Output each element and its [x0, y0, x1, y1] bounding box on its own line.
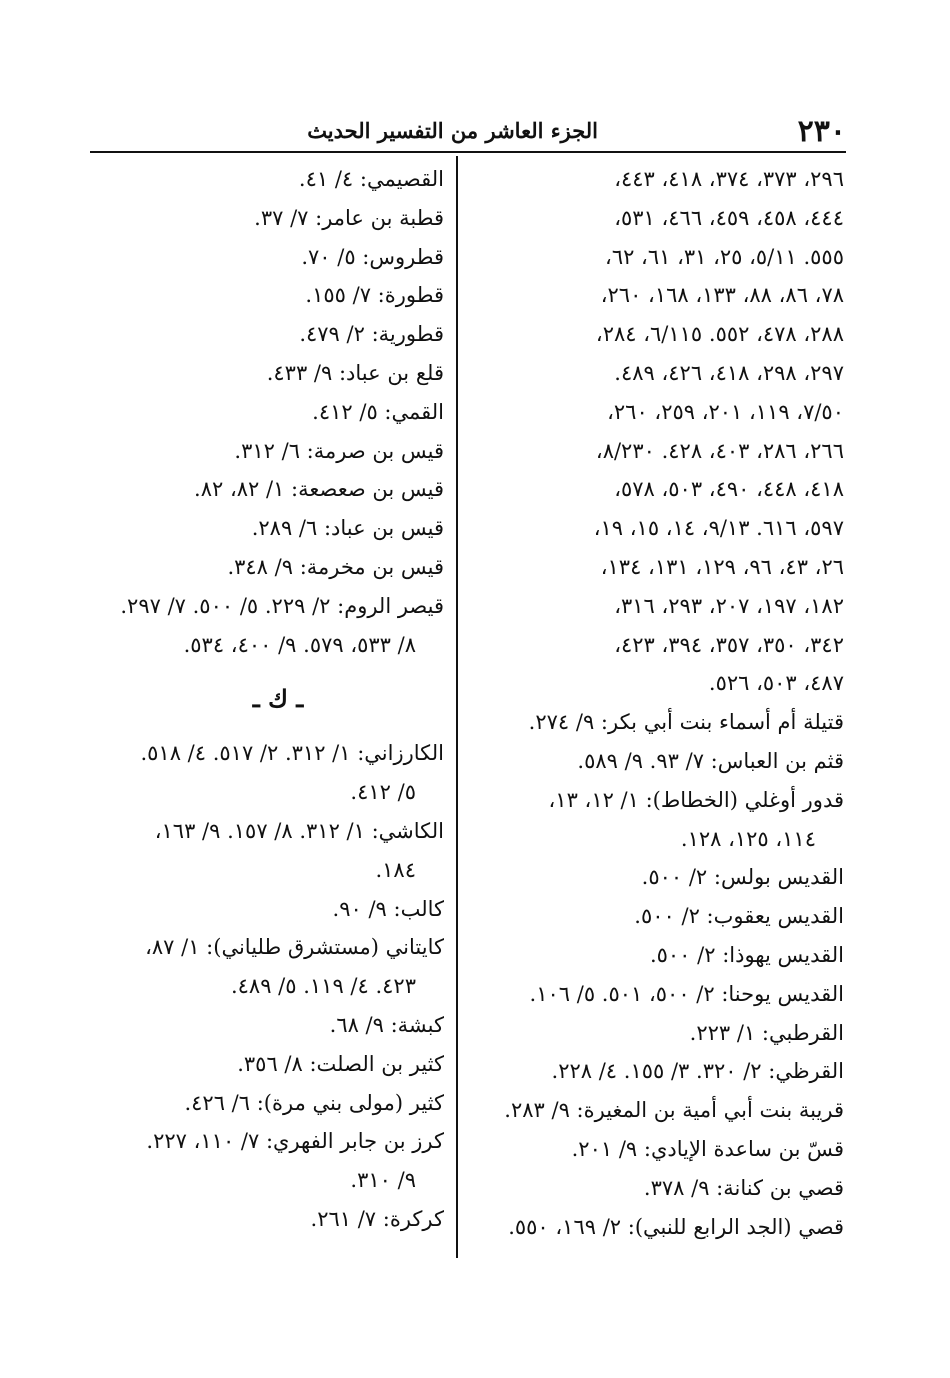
index-entry: قيس بن عباد: ٦/ ٢٨٩. [251, 516, 444, 541]
index-entry: قطورية: ٢/ ٤٧٩. [299, 322, 444, 347]
header-rule [90, 151, 846, 153]
index-entry: قصي بن كنانة: ٩/ ٣٧٨. [643, 1175, 844, 1200]
page-ref-line: ٥٩٧، ٦١٦. ٩/١٣، ١٤، ١٥، ١٩، [593, 516, 844, 541]
page-ref-line: ٢٩٦، ٣٧٣، ٣٧٤، ٤١٨، ٤٤٣، [614, 167, 844, 191]
left-column [72, 160, 444, 1239]
index-entry: قيس بن صرمة: ٦/ ٣١٢. [234, 438, 444, 463]
index-entry: القصيمي: ٤/ ٤١. [298, 167, 444, 191]
index-entry: كرز بن جابر الفهري: ٧/ ١١٠، ٢٢٧. [146, 1129, 444, 1154]
index-entry: الكارزاني: ١/ ٣١٢. ٢/ ٥١٧. ٤/ ٥١٨. [140, 741, 444, 766]
index-entry: كبشة: ٩/ ٦٨. [329, 1012, 444, 1037]
index-entry: قطبة بن عامر: ٧/ ٣٧. [254, 205, 444, 230]
page-ref-line: ٤٤٤، ٤٥٨، ٤٥٩، ٤٦٦، ٥٣١، [614, 205, 844, 230]
column-divider [456, 156, 458, 1258]
index-entry: قسّ بن ساعدة الإيادي: ٩/ ٢٠١. [571, 1136, 844, 1161]
index-entry: كثير بن الصلت: ٨/ ٣٥٦. [237, 1051, 444, 1076]
running-title: الجزء العاشر من التفسير الحديث [307, 118, 598, 143]
right-column [474, 160, 844, 1246]
index-entry: القمي: ٥/ ٤١٢. [312, 399, 444, 424]
index-entry: قثم بن العباس: ٧/ ٩٣. ٩/ ٥٨٩. [577, 748, 844, 773]
index-entry: كايتاني (مستشرق طلياني): ١/ ٨٧، [145, 935, 444, 960]
index-entry-continuation: ٩/ ٣١٠. [350, 1168, 416, 1193]
section-heading-kaf: ـ ك ـ [252, 684, 304, 714]
index-entry: قلع بن عباد: ٩/ ٤٣٣. [266, 360, 444, 385]
index-entry-continuation: ٨/ ٥٣٣، ٥٧٩. ٩/ ٤٠٠، ٥٣٤. [183, 632, 416, 657]
page-ref-line: ٣٤٢، ٣٥٠، ٣٥٧، ٣٩٤، ٤٢٣، [614, 632, 844, 657]
index-entry: القديس يعقوب: ٢/ ٥٠٠. [634, 904, 844, 929]
page-ref-line: ٧٨، ٨٦، ٨٨، ١٣٣، ١٦٨، ٢٦٠، [600, 283, 844, 308]
page-ref-line: ٢٦، ٤٣، ٩٦، ١٢٩، ١٣١، ١٣٤، [600, 554, 844, 579]
page-ref-line: ٤١٨، ٤٤٨، ٤٩٠، ٥٠٣، ٥٧٨، [614, 477, 844, 502]
page-ref-line: ٤٨٧، ٥٠٣، ٥٢٦. [708, 671, 844, 696]
page-ref-line: ٢٦٦، ٢٨٦، ٤٠٣، ٤٢٨. ٨/٢٣٠، [595, 438, 844, 463]
index-entry-continuation: ١١٤، ١٢٥، ١٢٨. [680, 826, 816, 851]
index-entry: كالب: ٩/ ٩٠. [332, 896, 444, 921]
index-entry: القرظي: ٢/ ٣٢٠. ٣/ ١٥٥. ٤/ ٢٢٨. [551, 1059, 844, 1084]
index-entry: القديس بولس: ٢/ ٥٠٠. [641, 865, 844, 890]
page-ref-line: ٧/٥٠، ١١٩، ٢٠١، ٢٥٩، ٢٦٠، [607, 399, 844, 424]
page-header [92, 112, 846, 152]
page-number: ٢٣٠ [797, 114, 846, 149]
index-entry: قدور أوغلي (الخطاط): ١/ ١٢، ١٣، [548, 787, 844, 812]
index-entry: قطورة: ٧/ ١٥٥. [305, 283, 444, 308]
index-entry: قريبة بنت أبي أمية بن المغيرة: ٩/ ٢٨٣. [504, 1098, 844, 1123]
index-entry: القديس يهوذا: ٢/ ٥٠٠. [649, 942, 844, 967]
index-entry-continuation: ٤٢٣. ٤/ ١١٩. ٥/ ٤٨٩. [230, 974, 416, 999]
index-entry: قيس بن صعصعة: ١/ ٨٢، ٨٢. [194, 477, 444, 502]
index-entry: القديس يوحنا: ٢/ ٥٠٠، ٥٠١. ٥/ ١٠٦. [529, 981, 844, 1006]
index-entry: قيس بن مخرمة: ٩/ ٣٤٨. [227, 554, 444, 579]
page-ref-line: ٢٨٨، ٤٧٨، ٥٥٢. ٦/١١٥، ٢٨٤، [595, 322, 844, 347]
page-ref-line: ١٨٢، ١٩٧، ٢٠٧، ٢٩٣، ٣١٦، [614, 593, 844, 618]
index-entry: القرطبي: ١/ ٢٢٣. [689, 1020, 844, 1045]
page-ref-line: ٢٩٧، ٢٩٨، ٤١٨، ٤٢٦، ٤٨٩. [614, 360, 844, 385]
index-entry-continuation: ٥/ ٤١٢. [350, 780, 416, 805]
index-entry: قصي (الجد الرابع للنبي): ٢/ ١٦٩، ٥٥٠. [508, 1214, 844, 1239]
index-entry: الكاشي: ١/ ٣١٢. ٨/ ١٥٧. ٩/ ١٦٣، [154, 818, 444, 843]
index-entry: قتيلة أم أسماء بنت أبي بكر: ٩/ ٢٧٤. [528, 710, 844, 735]
page-ref-line: ٥٥٥. ٥/١١، ٢٥، ٣١، ٦١، ٦٢، [605, 244, 844, 269]
index-entry: قطروس: ٥/ ٧٠. [301, 244, 444, 269]
index-entry: قيصر الروم: ٢/ ٢٢٩. ٥/ ٥٠٠. ٧/ ٢٩٧. [120, 593, 444, 618]
index-entry: كثير (مولى بني مرة): ٦/ ٤٢٦. [184, 1090, 444, 1115]
index-entry: كركرة: ٧/ ٢٦١. [310, 1206, 444, 1231]
index-entry-continuation: ١٨٤. [375, 857, 416, 882]
